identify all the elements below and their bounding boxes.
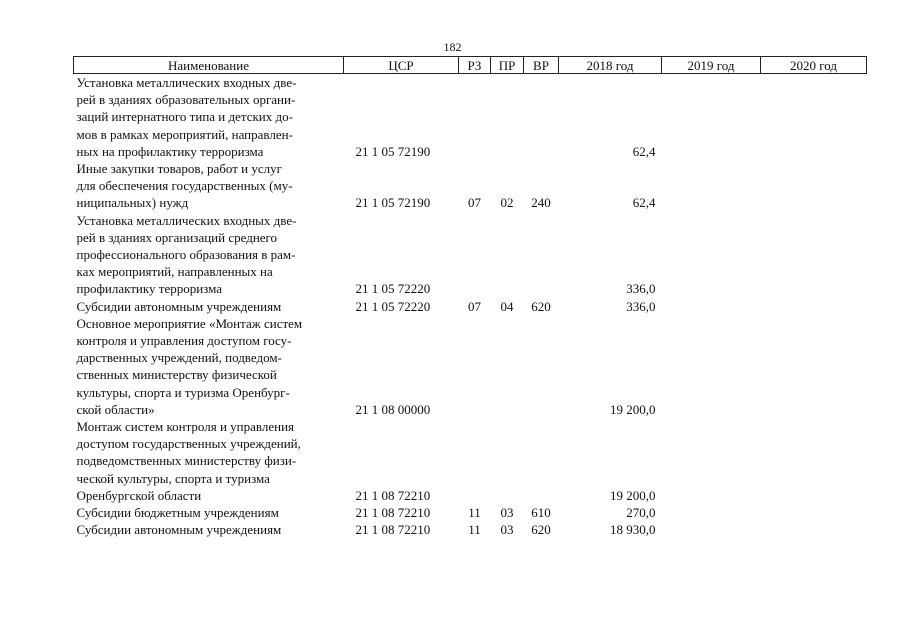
- row-name-line: ниципальных) нужд: [76, 195, 189, 211]
- row-name-cell: [74, 212, 344, 298]
- row-name-line: Субсидии автономным учреждениям: [76, 298, 282, 314]
- row-name-line: Монтаж систем контроля и управления: [76, 419, 295, 435]
- row-2020-cell: [761, 160, 867, 212]
- row-pr-cell: [491, 315, 524, 418]
- row-name-line: рей в зданиях образовательных органи-: [76, 92, 296, 108]
- row-2020-cell: [761, 504, 867, 521]
- page-number: 182: [443, 40, 462, 54]
- row-csr-cell: 21 1 08 72210: [355, 522, 431, 538]
- row-csr-cell: 21 1 05 72220: [355, 281, 431, 297]
- row-name-line: Оренбургской области: [76, 487, 202, 503]
- row-vr-cell: [524, 315, 559, 418]
- row-2019-cell: [662, 298, 761, 315]
- row-name-line: заций интернатного типа и детских до-: [76, 109, 293, 125]
- column-header-2019: 2019 год: [662, 57, 761, 74]
- row-pr-cell: [491, 418, 524, 504]
- row-2020-cell: [761, 298, 867, 315]
- row-2018-cell: 270,0: [626, 505, 656, 521]
- row-name-line: ных на профилактику терроризма: [76, 143, 264, 159]
- row-name-line: культуры, спорта и туризма Оренбург-: [76, 384, 290, 400]
- row-2019-cell: [662, 212, 761, 298]
- row-name-line: рей в зданиях организаций среднего: [76, 229, 278, 245]
- row-name-line: ках мероприятий, направленных на: [76, 264, 273, 280]
- row-name-cell: [74, 74, 344, 161]
- column-header-csr: ЦСР: [344, 57, 459, 74]
- row-csr-cell: 21 1 08 72210: [355, 487, 431, 503]
- column-header-name: Наименование: [74, 57, 344, 74]
- row-2018-cell: 19 200,0: [610, 487, 656, 503]
- row-name-line: профессионального образования в рам-: [76, 247, 296, 263]
- row-rz-cell: [459, 212, 491, 298]
- row-pr-cell: 03: [500, 522, 514, 538]
- row-2020-cell: [761, 74, 867, 161]
- column-header-rz: РЗ: [459, 57, 491, 74]
- table-row: [74, 521, 867, 538]
- row-csr-cell: 21 1 08 00000: [355, 401, 431, 417]
- row-vr-cell: [524, 418, 559, 504]
- row-rz-cell: 07: [468, 298, 481, 314]
- table-row: [74, 418, 867, 504]
- row-name-line: Иные закупки товаров, работ и услуг: [76, 161, 282, 177]
- row-name-line: доступом государственных учреждений,: [76, 436, 301, 452]
- row-rz-cell: 11: [468, 522, 481, 538]
- row-2019-cell: [662, 504, 761, 521]
- row-name-line: для обеспечения государственных (му-: [76, 178, 293, 194]
- row-2018-cell: 336,0: [626, 298, 656, 314]
- table-row: [74, 74, 867, 161]
- table-row: [74, 504, 867, 521]
- row-2019-cell: [662, 418, 761, 504]
- row-csr-cell: 21 1 05 72190: [355, 195, 431, 211]
- table-row: [74, 298, 867, 315]
- row-name-line: подведомственных министерству физи-: [76, 453, 297, 469]
- row-name-cell: [74, 160, 344, 212]
- row-2019-cell: [662, 315, 761, 418]
- row-name-line: Субсидии бюджетным учреждениям: [76, 505, 279, 521]
- row-name-line: ственных министерству физической: [76, 367, 277, 383]
- row-pr-cell: 02: [500, 195, 514, 211]
- row-name-line: ской области»: [76, 401, 155, 417]
- row-2020-cell: [761, 212, 867, 298]
- row-pr-cell: 04: [500, 298, 514, 314]
- column-header-2020: 2020 год: [761, 57, 867, 74]
- row-vr-cell: 620: [531, 298, 551, 314]
- table-row: [74, 212, 867, 298]
- row-2018-cell: 62,4: [632, 143, 656, 159]
- row-2020-cell: [761, 315, 867, 418]
- row-csr-cell: 21 1 08 72210: [355, 505, 431, 521]
- row-2020-cell: [761, 521, 867, 538]
- row-vr-cell: 620: [531, 522, 551, 538]
- row-pr-cell: [491, 212, 524, 298]
- table-row: [74, 160, 867, 212]
- row-2018-cell: 19 200,0: [610, 401, 656, 417]
- row-name-line: Субсидии автономным учреждениям: [76, 522, 282, 538]
- row-name-cell: [74, 298, 344, 315]
- row-2019-cell: [662, 521, 761, 538]
- row-2019-cell: [662, 160, 761, 212]
- table-body: [74, 74, 867, 539]
- row-name-line: контроля и управления доступом госу-: [76, 333, 292, 349]
- row-rz-cell: 11: [468, 505, 481, 521]
- table-header-row: [74, 57, 867, 74]
- row-pr-cell: [491, 74, 524, 161]
- row-name-cell: [74, 315, 344, 418]
- row-2018-cell: 336,0: [626, 281, 656, 297]
- row-name-line: профилактику терроризма: [76, 281, 223, 297]
- row-name-line: Установка металлических входных две-: [76, 75, 297, 90]
- row-csr-cell: 21 1 05 72190: [355, 143, 431, 159]
- column-header-2018: 2018 год: [559, 57, 662, 74]
- row-2019-cell: [662, 74, 761, 161]
- table-row: [74, 315, 867, 418]
- row-vr-cell: 610: [531, 505, 551, 521]
- row-name-line: Установка металлических входных две-: [76, 212, 297, 228]
- row-name-line: Основное мероприятие «Монтаж систем: [76, 315, 303, 331]
- row-vr-cell: 240: [531, 195, 551, 211]
- column-header-pr: ПР: [491, 57, 524, 74]
- row-name-cell: [74, 521, 344, 538]
- row-2018-cell: 18 930,0: [610, 522, 656, 538]
- row-vr-cell: [524, 212, 559, 298]
- row-rz-cell: [459, 74, 491, 161]
- column-header-vr: ВР: [524, 57, 559, 74]
- budget-table: [73, 56, 867, 538]
- row-name-cell: [74, 418, 344, 504]
- row-name-line: дарственных учреждений, подведом-: [76, 350, 282, 366]
- row-name-line: мов в рамках мероприятий, направлен-: [76, 126, 293, 142]
- row-name-cell: [74, 504, 344, 521]
- row-name-line: ческой культуры, спорта и туризма: [76, 470, 270, 486]
- row-rz-cell: [459, 315, 491, 418]
- row-2018-cell: 62,4: [632, 195, 656, 211]
- row-csr-cell: 21 1 05 72220: [355, 298, 431, 314]
- row-rz-cell: 07: [468, 195, 481, 211]
- row-2020-cell: [761, 418, 867, 504]
- row-vr-cell: [524, 74, 559, 161]
- row-pr-cell: 03: [500, 505, 514, 521]
- row-rz-cell: [459, 418, 491, 504]
